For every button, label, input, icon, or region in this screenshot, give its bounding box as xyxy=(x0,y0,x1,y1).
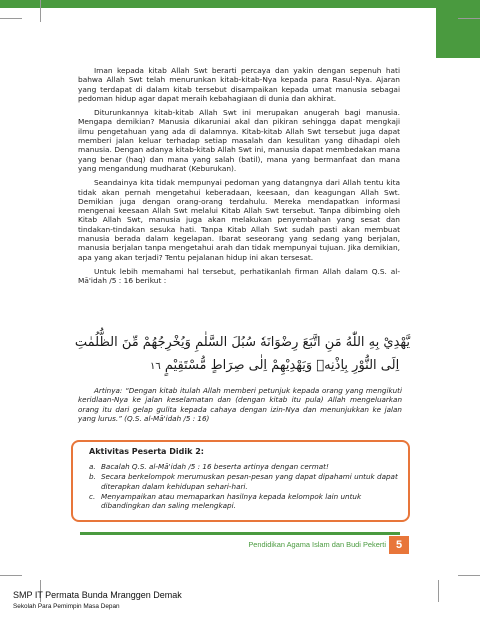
footer-rule xyxy=(80,532,400,535)
top-green-bar xyxy=(0,0,480,8)
activity-text: Secara berkelompok merumuskan pesan-pesan yang dapat dipahami untuk dapat diterapkan dalam kehidupan sehari-hari. xyxy=(101,472,398,491)
paragraph: Diturunkannya kitab-kitab Allah Swt ini merupakan anugerah bagi manusia. Mengapa demikian? Manusia dikaruniai akal dan pikiran sehingga dapat mengkaji ilmu pengetahuan yang ada di dalamnya. Kitab-kitab Allah Swt tersebut juga dapat memberi jalan keluar terhadap setiap masalah dan kesulitan yang dihadapi oleh manusia. Dengan adanya kitab-kitab Allah Swt ini, manusia dapat membedakan mana yang benar (haq) dan mana yang salah (batil), mana yang bermanfaat dan mana yang mengandung mudharat (Keburukan). xyxy=(78,108,400,173)
body-text xyxy=(78,66,400,291)
activity-letter: c. xyxy=(89,491,96,501)
school-name: SMP IT Permata Bunda Mranggen Demak xyxy=(13,590,182,600)
page-number: 5 xyxy=(389,536,409,554)
crop-mark xyxy=(438,580,439,602)
verse-line-2-text: اِلَى النُّوْرِ بِاِذْنِهٖ وَيَهْدِيْهِمْ اِلٰى صِرَاطٍ مُّسْتَقِيْمٍ xyxy=(164,358,400,373)
paragraph: Iman kepada kitab Allah Swt berarti percaya dan yakin dengan sepenuh hati bahwa Allah Swt telah menurunkan kitab-kitab-Nya kepada para Rasul-Nya. Ajaran yang terdapat di dalam kitab tersebut disampaikan kepada umat manusia sebagai pedoman hidup agar dapat meraih kebahagiaan di dunia dan akhirat. xyxy=(78,66,400,103)
crop-mark xyxy=(0,575,22,576)
book-title: Pendidikan Agama Islam dan Budi Pekerti xyxy=(248,540,386,549)
activity-item xyxy=(89,492,398,511)
activity-text: Menyampaikan atau memaparkan hasilnya kepada kelompok lain untuk dibandingkan dan saling melengkapi. xyxy=(101,491,362,511)
crop-mark xyxy=(458,18,480,19)
activity-title: Aktivitas Peserta Didik 2: xyxy=(89,447,204,456)
activity-letter: a. xyxy=(89,462,96,471)
activity-text: Bacalah Q.S. al-Mā'idah /5 : 16 beserta artinya dengan cermat! xyxy=(101,462,329,471)
ayah-number: ١٦ xyxy=(150,361,161,372)
verse-line-2 xyxy=(150,354,410,378)
paragraph: Untuk lebih memahami hal tersebut, perhatikanlah firman Allah dalam Q.S. al-Mā'idah /5 : 16 berikut : xyxy=(78,266,400,286)
corner-green-block xyxy=(436,8,480,58)
school-tagline: Sekolah Para Pemimpin Masa Depan xyxy=(13,603,120,610)
crop-mark xyxy=(40,0,41,22)
activity-box xyxy=(71,440,410,522)
paragraph: Seandainya kita tidak mempunyai pedoman yang datangnya dari Allah tentu kita tidak akan pernah mengetahui keberadaan, keesaan, dan keagungan Allah Swt. Demikian juga dengan orang-orang terdahulu. Mereka mendapatkan informasi mengenai keesaan Allah Swt melalui Kitab Allah Swt tersebut. Tanpa dibimbing oleh Kitab Allah Swt, manusia juga akan melakukan penyembahan yang sesat dan tindakan-tindakan sesuka hati. Tanpa Kitab Allah Swt sudah pasti akan membuat manusia berada dalam kegelapan. Ibarat seseorang yang sedang yang berjalan, manusia berjalan tanpa mengetahui arah dan tidak mempunyai tujuan. Jika demikian, apa yang akan terjadi? Tentu pejalanan hidup ini akan tersesat. xyxy=(78,178,400,262)
crop-mark xyxy=(0,18,22,19)
quran-verse xyxy=(74,331,410,378)
activity-item xyxy=(89,462,398,471)
verse-translation: Artinya: “Dengan kitab itulah Allah memberi petunjuk kepada orang yang mengikuti keridlaan-Nya ke jalan keselamatan dan (dengan kitab itu pula) Allah mengeluarkan orang itu dari gelap gulita kepada cahaya dengan izin-Nya dan menunjukkan ke jalan yang lurus.” (Q.S. al-Mā'idah /5 : 16) xyxy=(78,386,402,423)
activity-letter: b. xyxy=(89,472,96,482)
verse-line-1: يَّهْدِيْ بِهِ اللّٰهُ مَنِ اتَّبَعَ رِضْوَانَهٗ سُبُلَ السَّلٰمِ وَيُخْرِجُهُمْ مِّنَ الظُّلُمٰتِ xyxy=(74,335,410,350)
crop-mark xyxy=(458,575,480,576)
activity-item xyxy=(89,472,398,491)
